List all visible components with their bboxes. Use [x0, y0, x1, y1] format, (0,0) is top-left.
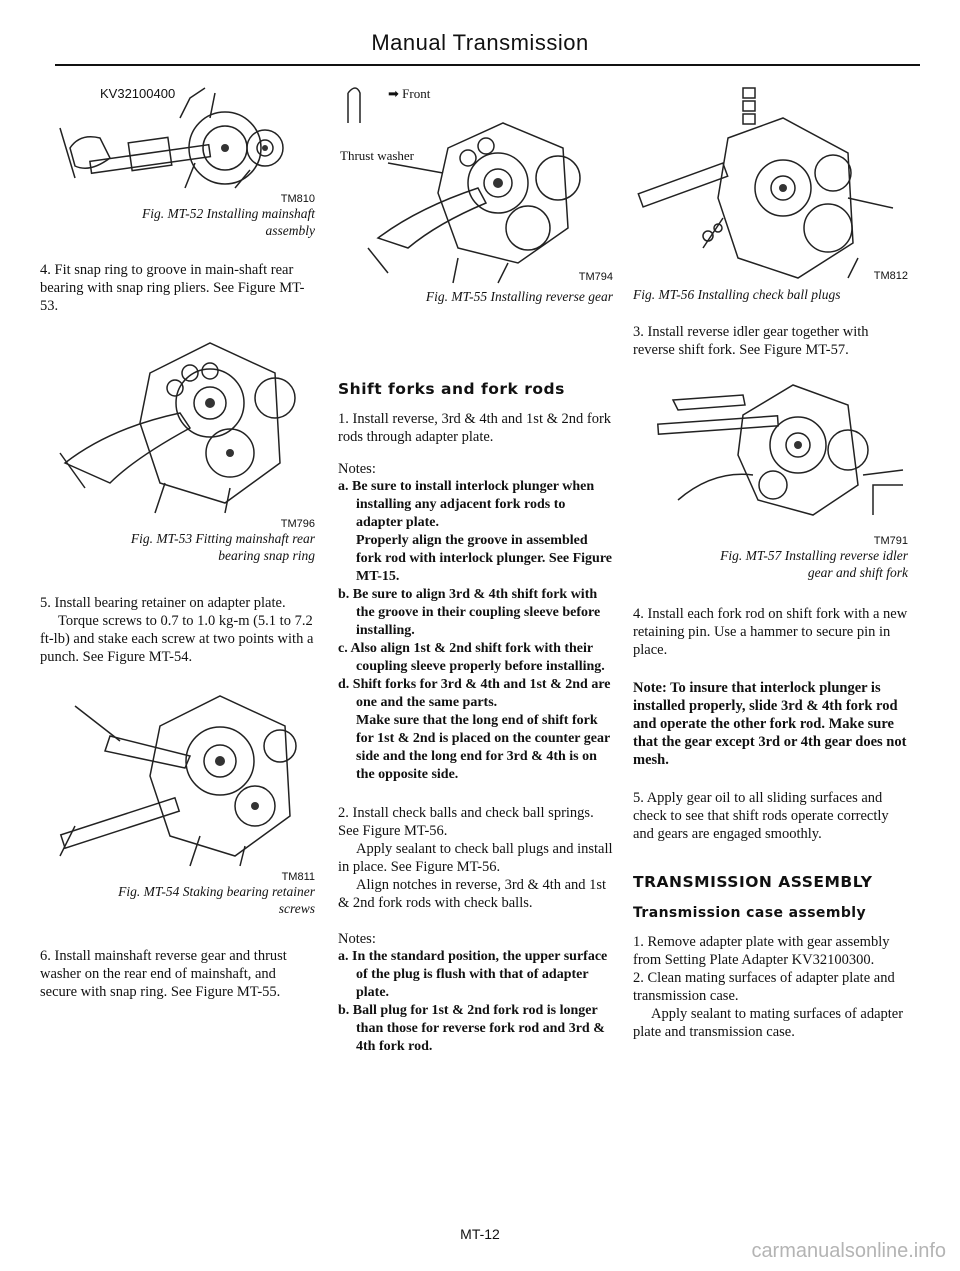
tm-code: TM812	[873, 270, 908, 282]
step-3: 3. Install reverse idler gear together with reverse shift fork. See Figure MT-57.	[633, 324, 869, 358]
step-4: 4. Install each fork rod on shift fork with a new retaining pin. Use a hammer to secure pin in place.	[633, 606, 908, 658]
note2-b: b. Ball plug for 1st & 2nd fork rod is longer than those for reverse fork rod and 3rd & 4th fork rod.	[338, 1003, 605, 1054]
step-2-align: Align notches in reverse, 3rd & 4th and 1st & 2nd fork rods with check balls.	[338, 877, 607, 911]
interlock-note: Note: To insure that interlock plunger is installed properly, slide 3rd & 4th fork rod and operate the other fork rod. Make sure that the gear except 3rd or 4th gear does not mesh.	[633, 680, 907, 768]
page-header: Manual Transmission	[371, 30, 589, 55]
column-1	[40, 78, 315, 1001]
assembly-step-1: 1. Remove adapter plate with gear assembly from Setting Plate Adapter KV32100300.	[633, 934, 890, 968]
reverse-gear-illustration	[338, 78, 613, 288]
front-label: ➡ Front	[388, 86, 431, 101]
staking-illustration	[40, 676, 315, 871]
header-rule	[55, 64, 920, 66]
figure-caption-cont: gear and shift fork	[807, 565, 908, 580]
note-d: d. Shift forks for 3rd & 4th and 1st & 2nd are one and the same parts.	[338, 677, 611, 710]
figure-caption: Fig. MT-55 Installing reverse gear	[425, 289, 613, 304]
tool-label: KV32100400	[100, 86, 176, 101]
note-c: c. Also align 1st & 2nd shift fork with their coupling sleeve properly before installing.	[338, 641, 605, 674]
figure-mt53	[40, 333, 315, 518]
notes-list-2	[338, 948, 613, 1056]
tm-code: TM811	[281, 871, 315, 883]
step-4: 4. Fit snap ring to groove in main-shaft rear bearing with snap ring pliers. See Figure MT-53.	[40, 262, 305, 314]
step-2-sealant: Apply sealant to check ball plugs and install in place. See Figure MT-56.	[338, 841, 613, 875]
figure-caption-cont: screws	[278, 901, 315, 916]
thrust-washer-label: Thrust washer	[340, 148, 415, 163]
page-number: MT-12	[460, 1226, 500, 1242]
notes-title: Notes:	[338, 461, 376, 477]
figure-caption-cont: assembly	[265, 223, 315, 238]
subsection-heading: Transmission case assembly	[633, 905, 866, 921]
reverse-idler-illustration	[633, 375, 908, 525]
mainshaft-install-illustration	[40, 78, 315, 193]
note-d-extra: Make sure that the long end of shift fork for 1st & 2nd is placed on the counter gear side and the long end for 3rd & 4th is on the opposite side.	[356, 713, 610, 782]
tm-code: TM796	[280, 518, 315, 530]
figure-caption: Fig. MT-54 Staking bearing retainer	[118, 884, 315, 899]
note2-a: a. In the standard position, the upper surface of the plug is flush with that of adapter plate.	[338, 949, 608, 1000]
figure-mt52	[40, 78, 315, 193]
figure-caption: Fig. MT-52 Installing mainshaft	[141, 206, 315, 221]
watermark: carmanualsonline.info	[751, 1240, 946, 1262]
note-a: a. Be sure to install interlock plunger when installing any adjacent fork rods to adapter plate.	[338, 479, 595, 530]
figure-caption: Fig. MT-53 Fitting mainshaft rear	[130, 531, 315, 546]
tm-code: TM810	[280, 193, 315, 205]
assembly-step-2-sealant: Apply sealant to mating surfaces of adapter plate and transmission case.	[633, 1006, 904, 1040]
figure-mt56	[633, 78, 908, 286]
step-5-detail: Torque screws to 0.7 to 1.0 kg-m (5.1 to 7.2 ft-lb) and stake each screw at two points with a punch. See Figure MT-54.	[40, 613, 314, 665]
figure-mt57	[633, 375, 908, 525]
tm-code: TM794	[578, 271, 613, 283]
step-2: 2. Install check balls and check ball springs. See Figure MT-56.	[338, 805, 594, 839]
figure-caption-cont: bearing snap ring	[218, 548, 315, 563]
figure-mt54	[40, 676, 315, 871]
note-b: b. Be sure to align 3rd & 4th shift fork with the groove in their coupling sleeve before installing.	[338, 587, 601, 638]
figure-mt55	[338, 78, 613, 288]
notes-title-2: Notes:	[338, 931, 376, 947]
notes-list	[338, 478, 613, 784]
note-a-extra: Properly align the groove in assembled fork rod with interlock plunger. See Figure MT-15.	[356, 533, 613, 584]
step-5: 5. Apply gear oil to all sliding surfaces and check to see that shift rods operate correctly and gears are engaged smoothly.	[633, 790, 889, 842]
column-3	[633, 78, 908, 1041]
check-ball-plugs-illustration	[633, 78, 908, 286]
tm-code: TM791	[873, 535, 908, 547]
section-heading: Shift forks and fork rods	[338, 380, 565, 398]
figure-caption: Fig. MT-56 Installing check ball plugs	[633, 287, 841, 302]
snap-ring-illustration	[40, 333, 315, 518]
assembly-step-2: 2. Clean mating surfaces of adapter plate and transmission case.	[633, 970, 895, 1004]
step-6: 6. Install mainshaft reverse gear and thrust washer on the rear end of mainshaft, and secure with snap ring. See Figure MT-55.	[40, 948, 287, 1000]
figure-caption: Fig. MT-57 Installing reverse idler	[720, 548, 908, 563]
step-1: 1. Install reverse, 3rd & 4th and 1st & 2nd fork rods through adapter plate.	[338, 411, 612, 445]
step-5: 5. Install bearing retainer on adapter plate.	[40, 595, 286, 611]
section-heading: TRANSMISSION ASSEMBLY	[633, 873, 873, 891]
column-2	[338, 78, 613, 1056]
